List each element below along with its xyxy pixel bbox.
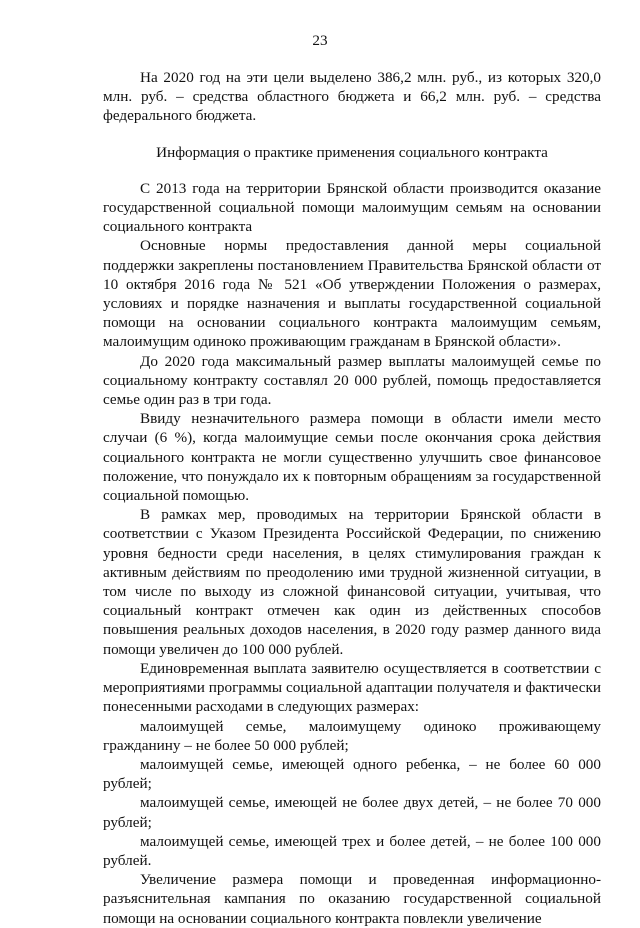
list-item-two-children: малоимущей семье, имеющей не более двух детей, – не более 70 000 рублей; [103, 794, 601, 831]
paragraph-funding: На 2020 год на эти цели выделено 386,2 млн. руб., из которых 320,0 млн. руб. – средства областного бюджета и 66,2 млн. руб. – средства федерального бюджета. [103, 69, 601, 125]
list-item-three-children: малоимущей семье, имеющей трех и более детей, – не более 100 000 рублей. [103, 832, 601, 869]
paragraph-campaign: Увеличение размера помощи и проведенная информационно-разъяснительная кампания по оказанию государственной социальной помощи на основании социального контракта повлекли увеличение [103, 871, 601, 927]
page-number: 23 [312, 32, 328, 49]
paragraph-legal-basis: Основные нормы предоставления данной меры социальной поддержки закреплены постановлением Правительства Брянской области от 10 октября 2016 года № 521 «Об утверждении Положения о размерах, условиях и порядке назначения и выплаты государственной социальной помощи на основании социального контракта малоимущим семьям, малоимущим одиноко проживающим гражданам в Брянской области». [103, 237, 601, 351]
paragraph-repeat-cases: Ввиду незначительного размера помощи в области имели место случаи (6 %), когда малоимущие семьи после окончания срока действия социального контракта не могли существенно улучшить свое финансовое положение, что понуждало их к повторным обращениям за государственной социальной помощью. [103, 410, 601, 505]
paragraph-intro: С 2013 года на территории Брянской области производится оказание государственной социальной помощи малоимущим семьям на основании социального контракта [103, 179, 601, 236]
list-item-one-child: малоимущей семье, имеющей одного ребенка, – не более 60 000 рублей; [103, 755, 601, 793]
section-heading: Информация о практике применения социального контракта [156, 143, 548, 161]
document-body [103, 68, 601, 928]
paragraph-increase: В рамках мер, проводимых на территории Брянской области в соответствии с Указом Президента Российской Федерации, по снижению уровня бедности среди населения, в целях стимулирования граждан к активным действиям по преодолению ими трудной жизненной ситуации, в том числе по выходу из сложной финансовой ситуации, учитывая, что социальный контракт отмечен как один из действенных способов повышения реальных доходов населения, в 2020 году размер данного вида помощи увеличен до 100 000 рублей. [103, 506, 601, 658]
list-item-single: малоимущей семье, малоимущему одиноко проживающему гражданину – не более 50 000 рублей; [103, 717, 601, 754]
paragraph-previous-limit: До 2020 года максимальный размер выплаты малоимущей семье по социальному контракту составлял 20 000 рублей, помощь предоставляется семье один раз в три года. [103, 352, 601, 409]
paragraph-payment-sizes: Единовременная выплата заявителю осуществляется в соответствии с мероприятиями программы социальной адаптации получателя и фактически понесенными расходами в следующих размерах: [103, 659, 601, 716]
